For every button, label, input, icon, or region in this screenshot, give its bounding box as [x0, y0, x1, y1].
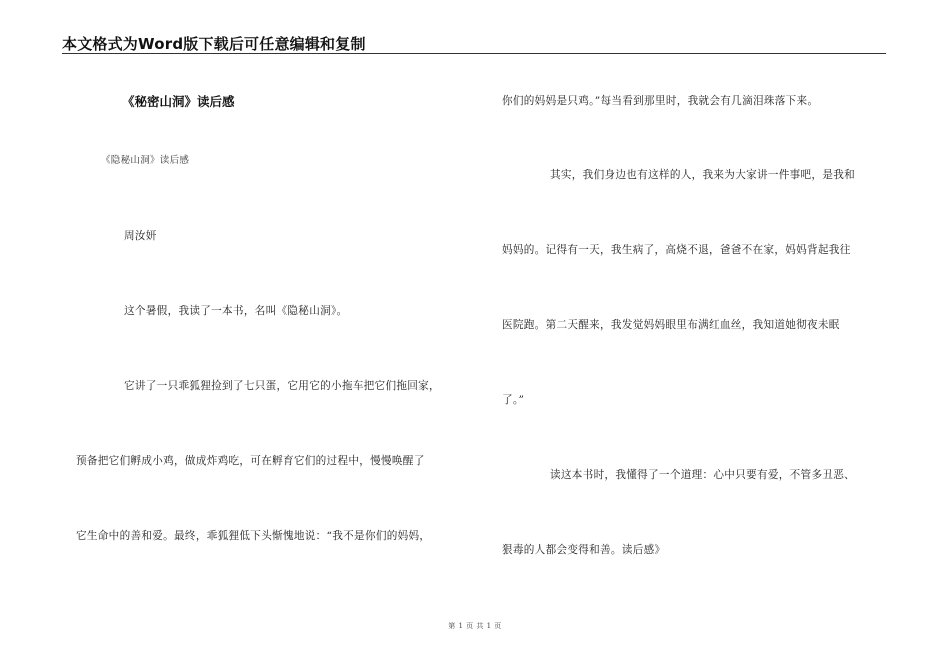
left-column: [76, 0, 476, 640]
paragraph-line: 其实，我们身边也有这样的人，我来为大家讲一件事吧，是我和: [550, 169, 856, 181]
subtitle-line: 《隐秘山洞》读后感: [101, 155, 190, 166]
paragraph-line: 医院跑。第二天醒来，我发觉妈妈眼里布满红血丝，我知道她彻夜未眠: [502, 319, 840, 331]
download-banner: 本文格式为Word版下载后可任意编辑和复制: [62, 35, 366, 53]
paragraph-line: 这个暑假，我读了一本书，名叫《隐秘山洞》。: [124, 305, 348, 317]
paragraph-line: 它讲了一只乖狐狸捡到了七只蛋，它用它的小拖车把它们拖回家，: [124, 380, 440, 392]
paragraph-line: 狠毒的人都会变得和善。读后感》: [502, 544, 666, 556]
page-footer: 第 1 页 共 1 页: [448, 622, 502, 630]
author-line: 周汝妍: [124, 230, 157, 242]
paragraph-line: 读这本书时，我懂得了一个道理：心中只要有爱，不管多丑恶、: [550, 469, 856, 481]
paragraph-line: 妈妈的。记得有一天，我生病了，高烧不退，爸爸不在家，妈妈背起我往: [502, 244, 851, 256]
paragraph-line: 它生命中的善和爱。最终，乖狐狸低下头惭愧地说：“我不是你们的妈妈，: [76, 530, 431, 542]
document-title: 《秘密山洞》读后感: [122, 94, 235, 109]
paragraph-line: 了。”: [502, 394, 525, 406]
right-column: [502, 0, 888, 640]
paragraph-line: 预备把它们孵成小鸡，做成炸鸡吃，可在孵育它们的过程中，慢慢唤醒了: [76, 455, 425, 467]
paragraph-line: 你们的妈妈是只鸡。”每当看到那里时，我就会有几滴泪珠落下来。: [502, 95, 819, 107]
